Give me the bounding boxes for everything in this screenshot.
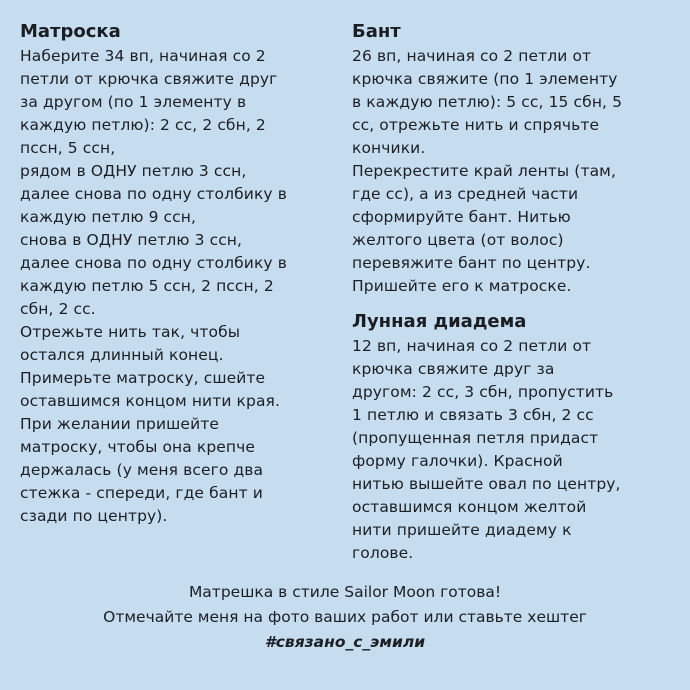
footer-hashtag: #связано_с_эмили (264, 633, 426, 651)
instruction-line: форму галочки). Красной (352, 452, 563, 470)
instruction-line: далее снова по одну столбику в (20, 185, 287, 203)
instruction-line: 1 петлю и связать 3 сбн, 2 сс (352, 406, 594, 424)
instruction-line: Отрежьте нить так, чтобы (20, 323, 241, 341)
instruction-line: нити пришейте диадему к (352, 521, 572, 539)
instruction-line: При желании пришейте (20, 415, 220, 433)
instruction-line: Перекрестите край ленты (там, (352, 162, 616, 180)
instruction-line: сформируйте бант. Нитью (352, 208, 571, 226)
instruction-line: в каждую петлю): 5 сс, 15 сбн, 5 (352, 93, 623, 111)
instruction-line: держалась (у меня всего два (20, 461, 264, 479)
instruction-line: голове. (352, 544, 414, 562)
instruction-line: 12 вп, начиная со 2 петли от (352, 337, 592, 355)
instruction-line: стежка - спереди, где бант и (20, 484, 263, 502)
instruction-line: другом: 2 сс, 3 сбн, пропустить (352, 383, 614, 401)
section-title-diadem: Лунная диадема (352, 311, 527, 332)
section-title-bant: Бант (352, 21, 401, 42)
footer-line-ready: Матрешка в стиле Sailor Moon готова! (188, 583, 502, 601)
instruction-line: перевяжите бант по центру. (352, 254, 591, 272)
instruction-line: каждую петлю 5 ссн, 2 пссн, 2 (20, 277, 274, 295)
instruction-line: сзади по центру). (20, 507, 168, 525)
instruction-line: за другом (по 1 элементу в (20, 93, 247, 111)
instruction-line: рядом в ОДНУ петлю 3 ссн, (20, 162, 247, 180)
instruction-line: Примерьте матроску, сшейте (20, 369, 266, 387)
matroska-instructions (20, 45, 350, 528)
instruction-line: где сс), а из средней части (352, 185, 579, 203)
instruction-line: сс, отрежьте нить и спрячьте (352, 116, 600, 134)
instruction-line: пссн, 5 ссн, (20, 139, 116, 157)
instruction-line: снова в ОДНУ петлю 3 ссн, (20, 231, 243, 249)
bant-instructions (352, 45, 672, 298)
instruction-line: кончики. (352, 139, 426, 157)
instruction-line: нитью вышейте овал по центру, (352, 475, 621, 493)
left-column (20, 20, 350, 528)
instruction-line: оставшимся концом желтой (352, 498, 587, 516)
instruction-line: сбн, 2 сс. (20, 300, 96, 318)
instruction-line: желтого цвета (от волос) (352, 231, 564, 249)
instruction-line: матроску, чтобы она крепче (20, 438, 256, 456)
instruction-line: крючка свяжите друг за (352, 360, 555, 378)
instruction-line: остался длинный конец. (20, 346, 224, 364)
footer (0, 580, 690, 655)
instruction-line: Пришейте его к матроске. (352, 277, 572, 295)
instruction-line: петли от крючка свяжите друг (20, 70, 278, 88)
footer-line-tag: Отмечайте меня на фото ваших работ или ставьте хештег (103, 608, 587, 626)
instruction-line: оставшимся концом нити края. (20, 392, 281, 410)
diadem-instructions (352, 335, 672, 565)
instruction-line: крючка свяжите (по 1 элементу (352, 70, 618, 88)
section-gap (352, 298, 672, 310)
right-column (352, 20, 672, 565)
instruction-line: каждую петлю): 2 сс, 2 сбн, 2 (20, 116, 266, 134)
instruction-line: (пропущенная петля придаст (352, 429, 599, 447)
instruction-line: Наберите 34 вп, начиная со 2 (20, 47, 266, 65)
section-title-matroska: Матроска (20, 21, 121, 42)
instruction-line: 26 вп, начиная со 2 петли от (352, 47, 592, 65)
instruction-line: далее снова по одну столбику в (20, 254, 287, 272)
instruction-line: каждую петлю 9 ссн, (20, 208, 197, 226)
